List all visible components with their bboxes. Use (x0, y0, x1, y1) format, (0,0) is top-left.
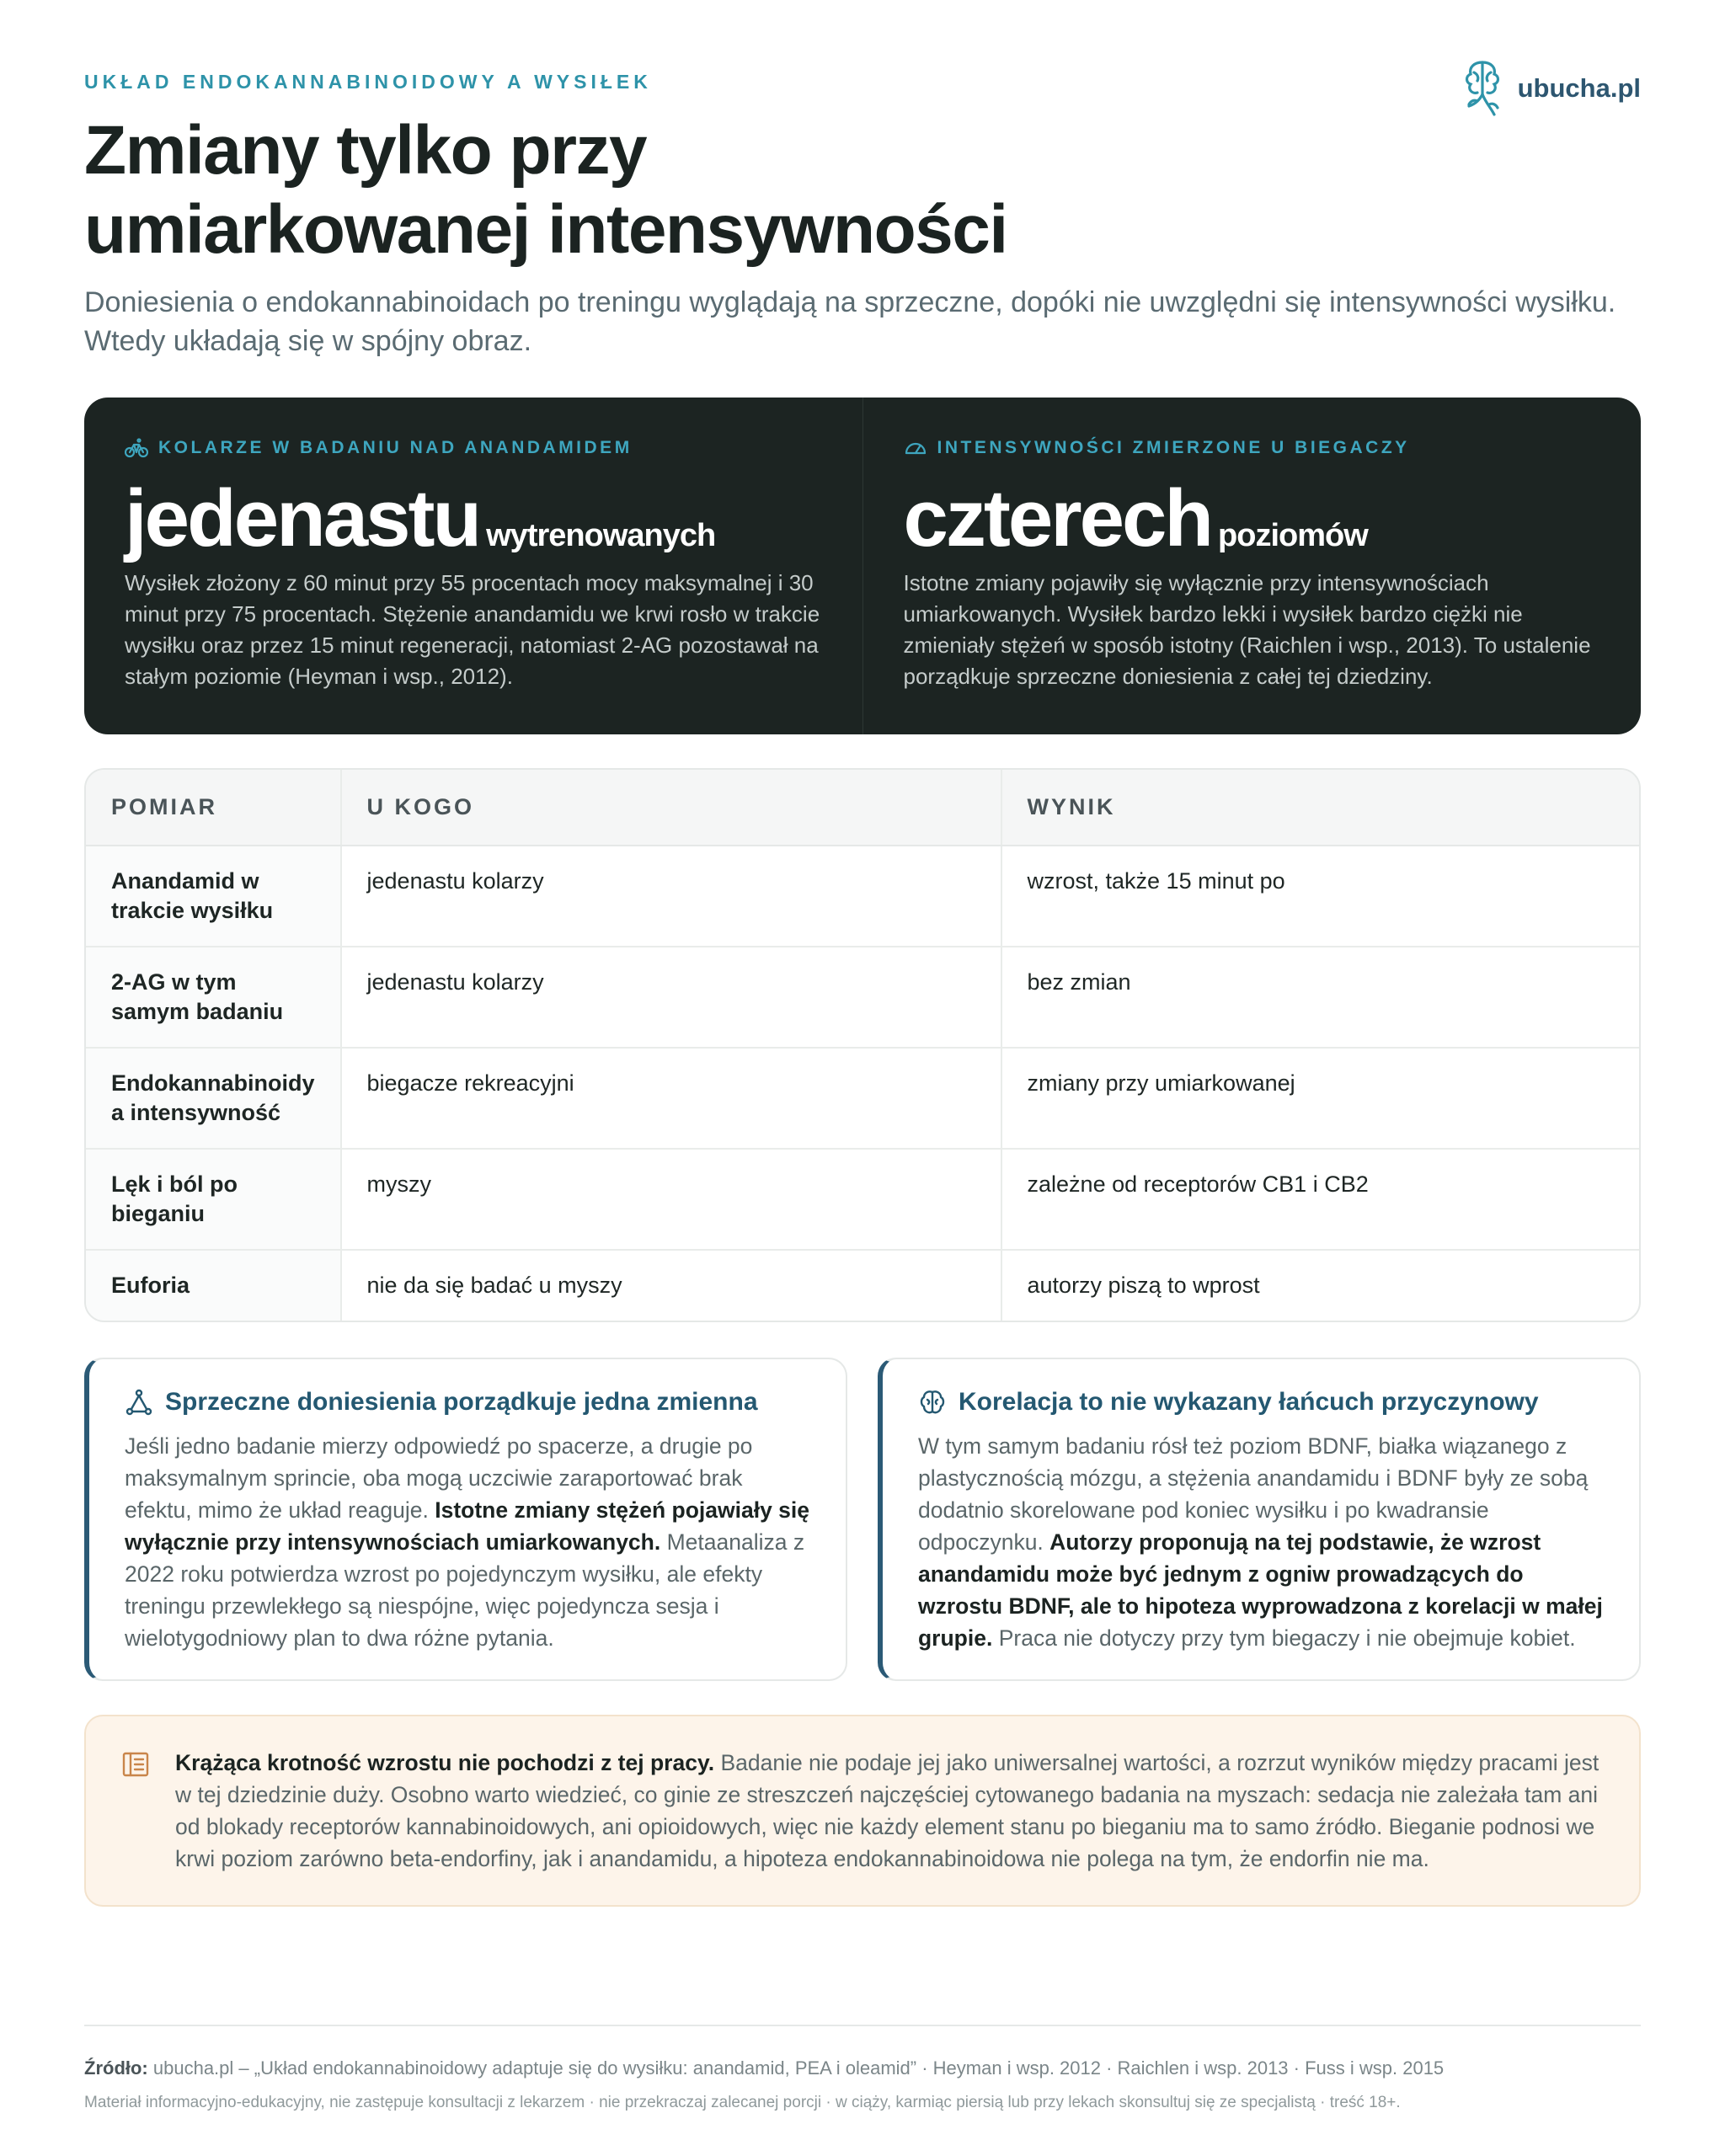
card-title (918, 1388, 1605, 1417)
branch-icon (125, 1388, 153, 1417)
cell-measure-line2: samym badaniu (111, 999, 284, 1024)
stat-number: czterech (903, 473, 1212, 563)
cell-measure (86, 1149, 341, 1250)
stat-label-text: INTENSYWNOŚCI ZMIERZONE U BIEGACZY (937, 438, 1410, 457)
cell-measure (86, 947, 341, 1048)
stat-unit: wytrenowanych (486, 518, 716, 553)
results-table (84, 768, 1641, 1322)
table-row (86, 947, 1639, 1048)
card-correlation (878, 1358, 1641, 1681)
card-body-bold: Autorzy proponują na tej podstawie, że wzrost anandamidu może być jednym z ogniw prowadzących do wzrostu BDNF, ale to hipoteza wyprowadzona z korelacji w małej grupie. (918, 1529, 1603, 1651)
card-body-text: W tym samym badaniu rósł też poziom BDNF, białka wiązanego z plastycznością mózgu, a stężenia anandamidu i BDNF były ze sobą dodatnio skorelowane pod koniec wysiłku i po kwadransie odpoczynku. (918, 1433, 1589, 1555)
cell-measure-line1: Endokannabinoidy (111, 1070, 315, 1096)
cell-measure-line1: Lęk i ból po (111, 1171, 238, 1197)
stat-description: Wysiłek złożony z 60 minut przy 55 procentach mocy maksymalnej i 30 minut przy 75 procentach. Stężenie anandamidu we krwi rosło w trakcie wysiłku oraz przez 15 minut regeneracji, natomiast 2-AG pozostawał na stałym poziomie (Heyman i wsp., 2012). (125, 570, 820, 689)
cell-measure-line1: 2-AG w tym (111, 969, 237, 995)
stat-panel (84, 398, 1641, 734)
stat-runners (862, 398, 1642, 734)
footer-divider (84, 2025, 1641, 2026)
cell-who: biegacze rekreacyjni (341, 1048, 1001, 1149)
gauge-icon (904, 436, 927, 460)
page-title (84, 111, 1007, 270)
title-line-1: Zmiany tylko przy (84, 112, 647, 189)
note-box (84, 1715, 1641, 1907)
card-title (125, 1388, 812, 1417)
eyebrow: UKŁAD ENDOKANNABINOIDOWY A WYSIŁEK (84, 71, 652, 93)
stat-label (125, 436, 822, 460)
bicycle-icon (125, 436, 148, 460)
card-body-text: Jeśli jedno badanie mierzy odpowiedź po spacerze, a drugie po maksymalnym sprincie, oba mogą uczciwie zaraportować brak efektu, mimo że układ reaguje. (125, 1433, 753, 1523)
note-text: Badanie nie podaje jej jako uniwersalnej wartości, a rozrzut wyników między pracami jest w tej dziedzinie duży. Osobno warto wiedzieć, co ginie ze streszczeń najczęściej cytowanego badania na myszach: sedacja nie zależała tam ani od blokady receptorów kannabinoidowych, ani opioidowych, więc nie każdy element stanu po bieganiu ma to samo źródło. Bieganie podnosi we krwi poziom zarówno beta-endorfiny, jak i anandamidu, a hipoteza endokannabinoidowa nie polega na tym, że endorfin nie ma. (175, 1750, 1599, 1871)
card-title-text: Sprzeczne doniesienia porządkuje jedna zmienna (165, 1388, 758, 1416)
cell-measure (86, 846, 341, 947)
card-title-text: Korelacja to nie wykazany łańcuch przyczynowy (959, 1388, 1539, 1416)
card-body (918, 1430, 1605, 1654)
brand-name: ubucha.pl (1517, 73, 1641, 103)
cell-who: jedenastu kolarzy (341, 947, 1001, 1048)
cell-measure-line2: trakcie wysiłku (111, 898, 274, 923)
disclaimer: Materiał informacyjno-edukacyjny, nie zastępuje konsultacji z lekarzem · nie przekraczaj zalecanej porcji · w ciąży, karmiąc piersią lub przy lekach skonsultuj się ze specjalistą · treść 18+. (84, 2094, 1401, 2111)
cell-result: zależne od receptorów CB1 i CB2 (1001, 1149, 1639, 1250)
table-row (86, 1149, 1639, 1250)
card-body-text: Metaanaliza z 2022 roku potwierdza wzrost po pojedynczym wysiłku, ale efekty treningu przewlekłego są niespójne, więc pojedyncza sesja i wielotygodniowy plan to dwa różne pytania. (125, 1529, 805, 1651)
lede: Doniesienia o endokannabinoidach po treningu wyglądają na sprzeczne, dopóki nie uwzględni się intensywności wysiłku. Wtedy układają się w spójny obraz. (84, 286, 1616, 357)
stat-description: Istotne zmiany pojawiły się wyłącznie przy intensywnościach umiarkowanych. Wysiłek bardzo lekki i wysiłek bardzo ciężki nie zmieniały stężeń w sposób istotny (Raichlen i wsp., 2013). To ustalenie porządkuje sprzeczne doniesienia z całej tej dziedziny. (903, 570, 1591, 689)
card-variable (84, 1358, 847, 1681)
cell-measure (86, 1048, 341, 1149)
cell-who: jedenastu kolarzy (341, 846, 1001, 947)
cell-who: nie da się badać u myszy (341, 1250, 1001, 1322)
cell-result: autorzy piszą to wprost (1001, 1250, 1639, 1322)
stat-label (904, 436, 1601, 460)
cell-who: myszy (341, 1149, 1001, 1250)
card-body-text: Praca nie dotyczy przy tym biegaczy i nie obejmuje kobiet. (992, 1625, 1576, 1651)
table-row (86, 1048, 1639, 1149)
document-icon (121, 1750, 150, 1779)
cell-measure-line2: bieganiu (111, 1201, 206, 1226)
cell-measure-line2: a intensywność (111, 1100, 281, 1125)
cell-measure-line1: Euforia (111, 1273, 190, 1298)
source-text: ubucha.pl – „Układ endokannabinoidowy adaptuje się do wysiłku: anandamid, PEA i oleamid” · Heyman i wsp. 2012 · Raichlen i wsp. 2013 · Fuss i wsp. 2015 (147, 2057, 1445, 2079)
source-label: Źródło: (84, 2057, 148, 2079)
stat-label-text: KOLARZE W BADANIU NAD ANANDAMIDEM (158, 438, 633, 457)
column-header-measure: POMIAR (86, 770, 341, 846)
card-body-bold: Istotne zmiany stężeń pojawiały się wyłącznie przy intensywnościach umiarkowanych. (125, 1497, 810, 1555)
brain-icon (918, 1388, 947, 1417)
cell-measure (86, 1250, 341, 1322)
table-row (86, 846, 1639, 947)
card-body (125, 1430, 812, 1654)
source-line (84, 2057, 1444, 2079)
title-line-2: umiarkowanej intensywności (84, 191, 1007, 268)
table-row (86, 1250, 1639, 1322)
page (84, 0, 1641, 2156)
stat-value (125, 475, 822, 563)
stat-cyclists (84, 398, 862, 734)
note-bold: Krążąca krotność wzrostu nie pochodzi z tej pracy. (175, 1750, 715, 1775)
stat-value (904, 475, 1601, 563)
column-header-who: U KOGO (341, 770, 1001, 846)
brand[interactable] (1457, 56, 1641, 121)
stat-unit: poziomów (1218, 518, 1368, 553)
brain-leaf-logo-icon (1457, 56, 1508, 121)
table-header-row (86, 770, 1639, 846)
cell-result: zmiany przy umiarkowanej (1001, 1048, 1639, 1149)
cell-result: bez zmian (1001, 947, 1639, 1048)
cell-result: wzrost, także 15 minut po (1001, 846, 1639, 947)
cell-measure-line1: Anandamid w (111, 868, 259, 894)
column-header-result: WYNIK (1001, 770, 1639, 846)
stat-number: jedenastu (125, 473, 480, 563)
